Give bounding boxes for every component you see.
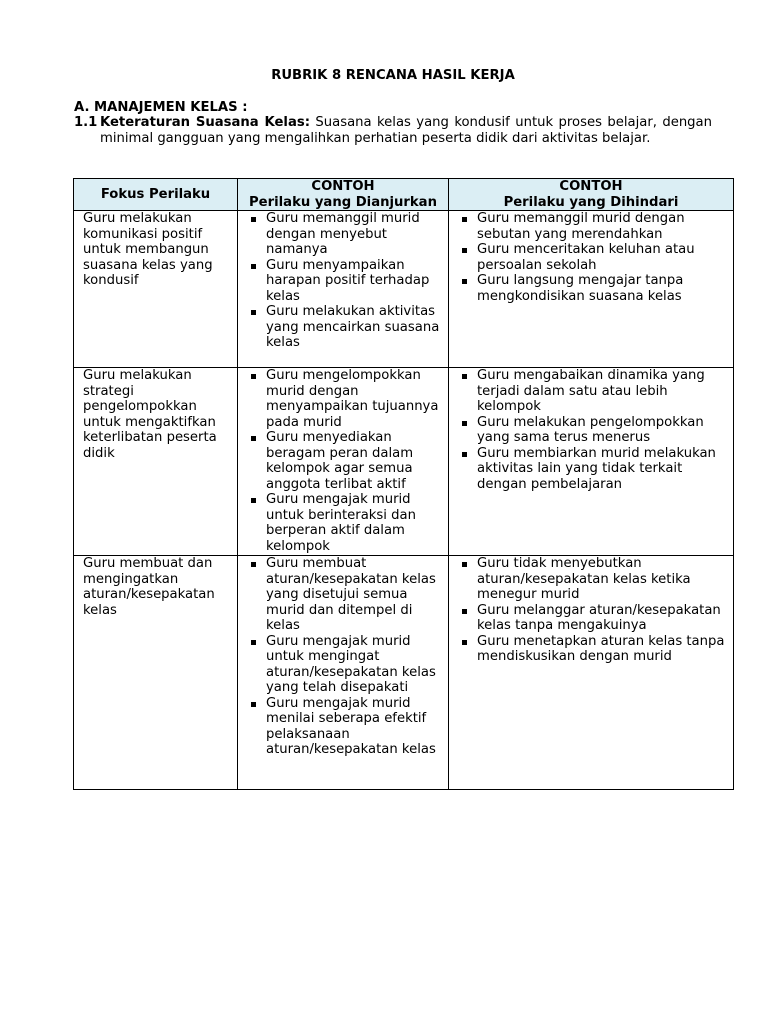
- header-recommended: CONTOH Perilaku yang Dianjurkan: [238, 179, 449, 211]
- list-item: Guru memanggil murid dengan sebutan yang merendahkan: [449, 211, 733, 242]
- recommended-list: [238, 556, 448, 758]
- subsection-text: Suasana kelas yang kondusif untuk proses belajar, dengan minimal gangguan yang mengalihkan perhatian peserta didik dari aktivitas belajar.: [100, 115, 712, 146]
- avoided-cell: [449, 211, 734, 368]
- list-item: Guru mengelompokkan murid dengan menyampaikan tujuannya pada murid: [238, 368, 448, 430]
- table-row: [74, 556, 734, 790]
- list-item: Guru mengajak murid untuk mengingat aturan/kesepakatan kelas yang telah disepakati: [238, 634, 448, 696]
- recommended-list: [238, 211, 448, 351]
- list-item: Guru menyampaikan harapan positif terhadap kelas: [238, 258, 448, 305]
- recommended-list: [238, 368, 448, 554]
- table-header-row: [74, 179, 734, 211]
- list-item: Guru membiarkan murid melakukan aktivitas lain yang tidak terkait dengan pembelajaran: [449, 446, 733, 493]
- list-item: Guru menetapkan aturan kelas tanpa mendiskusikan dengan murid: [449, 634, 733, 665]
- table-row: [74, 368, 734, 556]
- avoided-list: [449, 211, 733, 304]
- subsection: [74, 115, 712, 146]
- focus-cell: Guru melakukan komunikasi positif untuk membangun suasana kelas yang kondusif: [74, 211, 238, 368]
- subsection-heading: Keteraturan Suasana Kelas:: [100, 115, 310, 130]
- focus-cell: Guru melakukan strategi pengelompokkan untuk mengaktifkan keterlibatan peserta didik: [74, 368, 238, 556]
- subsection-body: [100, 115, 712, 146]
- list-item: Guru tidak menyebutkan aturan/kesepakatan kelas ketika menegur murid: [449, 556, 733, 603]
- avoided-cell: [449, 368, 734, 556]
- header-focus: Fokus Perilaku: [74, 179, 238, 211]
- list-item: Guru langsung mengajar tanpa mengkondisikan suasana kelas: [449, 273, 733, 304]
- list-item: Guru menceritakan keluhan atau persoalan sekolah: [449, 242, 733, 273]
- recommended-cell: [238, 556, 449, 790]
- focus-cell: Guru membuat dan mengingatkan aturan/kesepakatan kelas: [74, 556, 238, 790]
- avoided-cell: [449, 556, 734, 790]
- rubric-table: [73, 178, 734, 790]
- list-item: Guru melanggar aturan/kesepakatan kelas tanpa mengakuinya: [449, 603, 733, 634]
- list-item: Guru membuat aturan/kesepakatan kelas yang disetujui semua murid dan ditempel di kelas: [238, 556, 448, 634]
- list-item: Guru memanggil murid dengan menyebut namanya: [238, 211, 448, 258]
- list-item: Guru melakukan aktivitas yang mencairkan suasana kelas: [238, 304, 448, 351]
- header-avoided: CONTOH Perilaku yang Dihindari: [449, 179, 734, 211]
- avoided-list: [449, 556, 733, 665]
- subsection-number: 1.1: [74, 115, 98, 130]
- list-item: Guru mengajak murid untuk berinteraksi dan berperan aktif dalam kelompok: [238, 492, 448, 554]
- document-title: RUBRIK 8 RENCANA HASIL KERJA: [271, 68, 515, 83]
- list-item: Guru melakukan pengelompokkan yang sama terus menerus: [449, 415, 733, 446]
- list-item: Guru mengajak murid menilai seberapa efektif pelaksanaan aturan/kesepakatan kelas: [238, 696, 448, 758]
- table-row: [74, 211, 734, 368]
- list-item: Guru menyediakan beragam peran dalam kelompok agar semua anggota terlibat aktif: [238, 430, 448, 492]
- section-heading: A. MANAJEMEN KELAS :: [74, 100, 248, 115]
- avoided-list: [449, 368, 733, 492]
- list-item: Guru mengabaikan dinamika yang terjadi dalam satu atau lebih kelompok: [449, 368, 733, 415]
- recommended-cell: [238, 211, 449, 368]
- recommended-cell: [238, 368, 449, 556]
